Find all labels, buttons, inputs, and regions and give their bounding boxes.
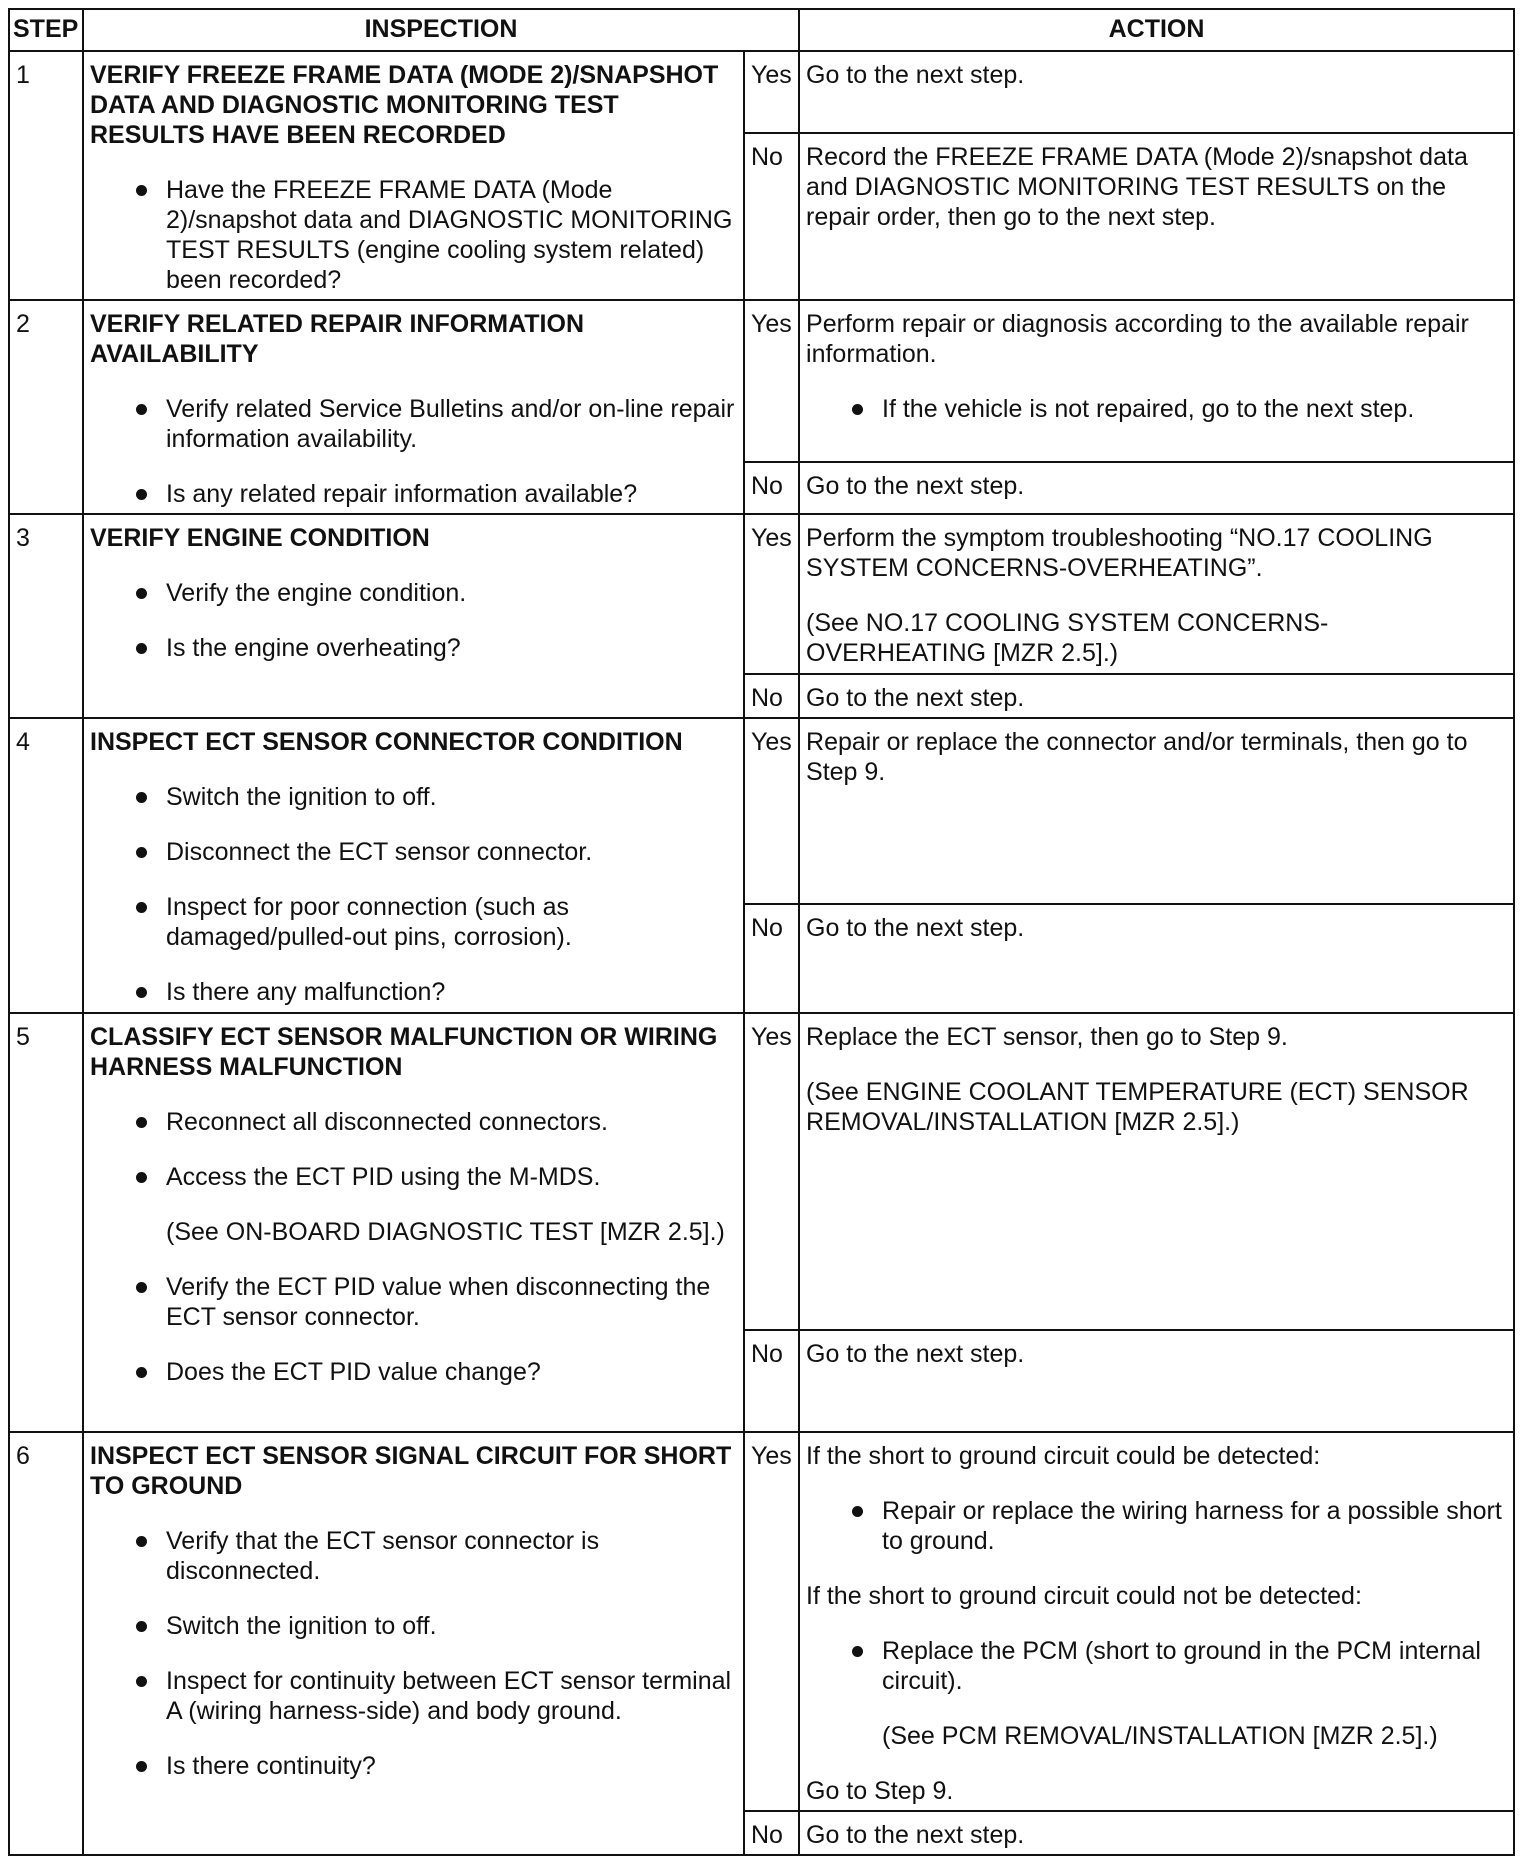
inspection-list (90, 1526, 737, 1781)
action-item: Repair or replace the wiring harness for a possible short to ground. (882, 1496, 1507, 1556)
step-1-inspection (83, 51, 744, 300)
action-no: Go to the next step. (799, 1811, 1514, 1855)
action-list (806, 1496, 1507, 1556)
step-number: 2 (9, 300, 83, 514)
action-yes: Repair or replace the connector and/or terminals, then go to Step 9. (799, 718, 1514, 904)
action-item: Replace the PCM (short to ground in the PCM internal circuit). (882, 1636, 1507, 1696)
no-label: No (744, 462, 799, 514)
action-text: Replace the ECT sensor, then go to Step 9. (806, 1023, 1288, 1051)
action-yes (799, 1432, 1514, 1811)
inspection-item: Is there any malfunction? (166, 977, 737, 1007)
header-row (9, 9, 1514, 51)
action-yes (799, 514, 1514, 674)
step-title: VERIFY RELATED REPAIR INFORMATION AVAILABILITY (90, 310, 584, 368)
inspection-item: Inspect for continuity between ECT sensor terminal A (wiring harness-side) and body ground. (166, 1666, 737, 1726)
step-title: VERIFY ENGINE CONDITION (90, 524, 430, 552)
yes-label: Yes (744, 718, 799, 904)
action-text: Perform the symptom troubleshooting “NO.17 COOLING SYSTEM CONCERNS-OVERHEATING”. (806, 524, 1433, 582)
step-6-inspection (83, 1432, 744, 1855)
action-yes (799, 1013, 1514, 1330)
inspection-list (90, 394, 737, 509)
inspection-item: Switch the ignition to off. (166, 782, 737, 812)
yes-label: Yes (744, 1013, 799, 1330)
action-no: Record the FREEZE FRAME DATA (Mode 2)/snapshot data and DIAGNOSTIC MONITORING TEST RESULTS on the repair order, then go to the next step. (799, 133, 1514, 300)
yes-label: Yes (744, 51, 799, 133)
step-3-inspection (83, 514, 744, 718)
action-no: Go to the next step. (799, 462, 1514, 514)
step-3-yes-row (9, 514, 1514, 674)
action-reference: (See PCM REMOVAL/INSTALLATION [MZR 2.5].) (882, 1722, 1438, 1750)
inspection-item: Is the engine overheating? (166, 633, 737, 663)
inspection-list (90, 175, 737, 295)
action-no: Go to the next step. (799, 674, 1514, 718)
step-2-inspection (83, 300, 744, 514)
step-number: 6 (9, 1432, 83, 1855)
action-yes: Go to the next step. (799, 51, 1514, 133)
inspection-item: Does the ECT PID value change? (166, 1357, 737, 1387)
action-text: Go to Step 9. (806, 1777, 954, 1805)
header-step: STEP (9, 9, 83, 51)
no-label: No (744, 1811, 799, 1855)
inspection-item: Access the ECT PID using the M-MDS. (166, 1162, 737, 1192)
step-number: 1 (9, 51, 83, 300)
header-inspection: INSPECTION (83, 9, 799, 51)
step-4-inspection (83, 718, 744, 1013)
action-no: Go to the next step. (799, 904, 1514, 1013)
inspection-reference: (See ON-BOARD DIAGNOSTIC TEST [MZR 2.5].) (166, 1218, 725, 1246)
inspection-item: Is there continuity? (166, 1751, 737, 1781)
inspection-list (90, 578, 737, 663)
yes-label: Yes (744, 1432, 799, 1811)
inspection-item: Verify the engine condition. (166, 578, 737, 608)
action-yes (799, 300, 1514, 462)
step-5-yes-row (9, 1013, 1514, 1330)
step-title: CLASSIFY ECT SENSOR MALFUNCTION OR WIRING HARNESS MALFUNCTION (90, 1023, 718, 1081)
inspection-item: Disconnect the ECT sensor connector. (166, 837, 737, 867)
inspection-list (90, 1107, 737, 1192)
inspection-item: Reconnect all disconnected connectors. (166, 1107, 737, 1137)
diagnostic-table (8, 8, 1515, 1856)
action-item: If the vehicle is not repaired, go to the next step. (882, 394, 1507, 424)
action-list (806, 394, 1507, 424)
inspection-item: Switch the ignition to off. (166, 1611, 737, 1641)
inspection-item: Is any related repair information available? (166, 479, 737, 509)
no-label: No (744, 904, 799, 1013)
no-label: No (744, 133, 799, 300)
step-title: VERIFY FREEZE FRAME DATA (MODE 2)/SNAPSHOT DATA AND DIAGNOSTIC MONITORING TEST RESULTS HAVE BEEN RECORDED (90, 61, 719, 149)
yes-label: Yes (744, 300, 799, 462)
action-text: If the short to ground circuit could be detected: (806, 1442, 1321, 1470)
inspection-list (90, 782, 737, 1007)
inspection-item: Verify the ECT PID value when disconnecting the ECT sensor connector. (166, 1272, 737, 1332)
inspection-item: Verify that the ECT sensor connector is disconnected. (166, 1526, 737, 1586)
header-action: ACTION (799, 9, 1514, 51)
step-title: INSPECT ECT SENSOR CONNECTOR CONDITION (90, 728, 683, 756)
step-number: 5 (9, 1013, 83, 1432)
inspection-item: Inspect for poor connection (such as damaged/pulled-out pins, corrosion). (166, 892, 737, 952)
step-number: 3 (9, 514, 83, 718)
inspection-list (90, 1272, 737, 1387)
action-text: Perform repair or diagnosis according to the available repair information. (806, 310, 1469, 368)
no-label: No (744, 674, 799, 718)
step-2-yes-row (9, 300, 1514, 462)
step-4-yes-row (9, 718, 1514, 904)
action-list (806, 1636, 1507, 1696)
inspection-item: Verify related Service Bulletins and/or on-line repair information availability. (166, 394, 737, 454)
action-reference: (See NO.17 COOLING SYSTEM CONCERNS-OVERHEATING [MZR 2.5].) (806, 609, 1329, 667)
step-number: 4 (9, 718, 83, 1013)
inspection-item: Have the FREEZE FRAME DATA (Mode 2)/snapshot data and DIAGNOSTIC MONITORING TEST RESULTS (engine cooling system related) been recorded? (166, 175, 737, 295)
action-no: Go to the next step. (799, 1330, 1514, 1432)
action-reference: (See ENGINE COOLANT TEMPERATURE (ECT) SENSOR REMOVAL/INSTALLATION [MZR 2.5].) (806, 1078, 1469, 1136)
no-label: No (744, 1330, 799, 1432)
step-5-inspection (83, 1013, 744, 1432)
step-1-yes-row (9, 51, 1514, 133)
step-6-yes-row (9, 1432, 1514, 1811)
yes-label: Yes (744, 514, 799, 674)
action-text: If the short to ground circuit could not be detected: (806, 1582, 1362, 1610)
step-title: INSPECT ECT SENSOR SIGNAL CIRCUIT FOR SHORT TO GROUND (90, 1442, 732, 1500)
